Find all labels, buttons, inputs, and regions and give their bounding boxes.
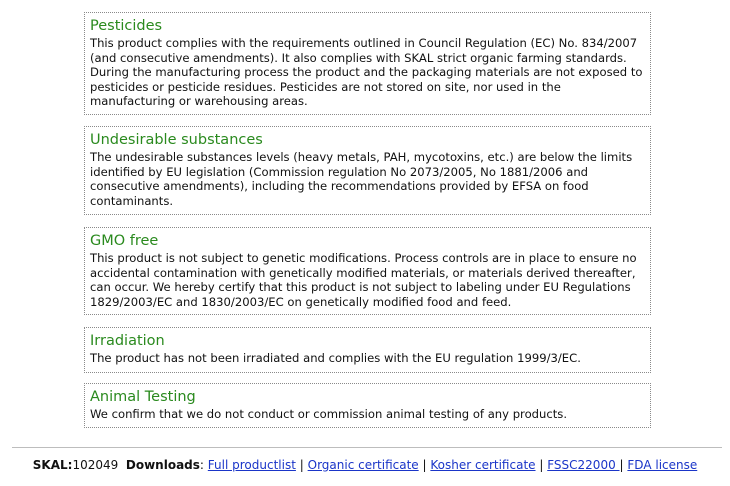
skal-number: 102049 (72, 458, 119, 472)
link-fda-license[interactable]: FDA license (627, 458, 698, 472)
section-title: GMO free (90, 233, 159, 249)
link-separator: | (422, 458, 427, 472)
footer (0, 457, 730, 473)
downloads-label: Downloads (125, 458, 200, 472)
section-text: The product has not been irradiated and complies with the EU regulation 1999/3/EC. (90, 351, 581, 365)
section-text: The undesirable substances levels (heavy metals, PAH, mycotoxins, etc.) are below the limits identified by EU legislation (Commission regulation No 2073/2005, No 1881/2006 and consecutive amendments), including the recommendations provided by EFSA on food contaminants. (90, 150, 633, 208)
link-full-productlist[interactable]: Full productlist (207, 458, 296, 472)
section-animal-testing (84, 383, 651, 428)
section-text: This product complies with the requirements outlined in Council Regulation (EC) No. 834/2007 (and consecutive amendments). It also complies with SKAL strict organic farming standards. During the manufacturing process the product and the packaging materials are not exposed to pesticides or pesticide residues. Pesticides are not stored on site, nor used in the manufacturing or warehousing areas. (90, 36, 643, 109)
footer-divider (12, 447, 722, 448)
link-fssc22000[interactable]: FSSC22000 (547, 458, 620, 472)
link-organic-certificate[interactable]: Organic certificate (307, 458, 419, 472)
link-kosher-certificate[interactable]: Kosher certificate (430, 458, 536, 472)
section-gmo-free (84, 227, 651, 315)
section-title: Pesticides (90, 18, 163, 34)
skal-label: SKAL: (32, 458, 73, 472)
link-separator: | (299, 458, 304, 472)
section-title: Animal Testing (90, 389, 196, 405)
link-separator: | (539, 458, 544, 472)
section-undesirable-substances (84, 126, 651, 215)
downloads-colon: : (199, 458, 204, 472)
section-title: Undesirable substances (90, 132, 263, 148)
section-irradiation (84, 327, 651, 373)
section-text: We confirm that we do not conduct or commission animal testing of any products. (90, 407, 568, 421)
section-title: Irradiation (90, 333, 165, 349)
link-separator: | (619, 458, 624, 472)
section-text: This product is not subject to genetic modifications. Process controls are in place to ensure no accidental contamination with genetically modified materials, or materials derived thereafter, can occur. We hereby certify that this product is not subject to labeling under EU Regulations 1829/2003/EC and 1830/2003/EC on genetically modified food and feed. (90, 251, 637, 309)
section-pesticides (84, 12, 651, 115)
